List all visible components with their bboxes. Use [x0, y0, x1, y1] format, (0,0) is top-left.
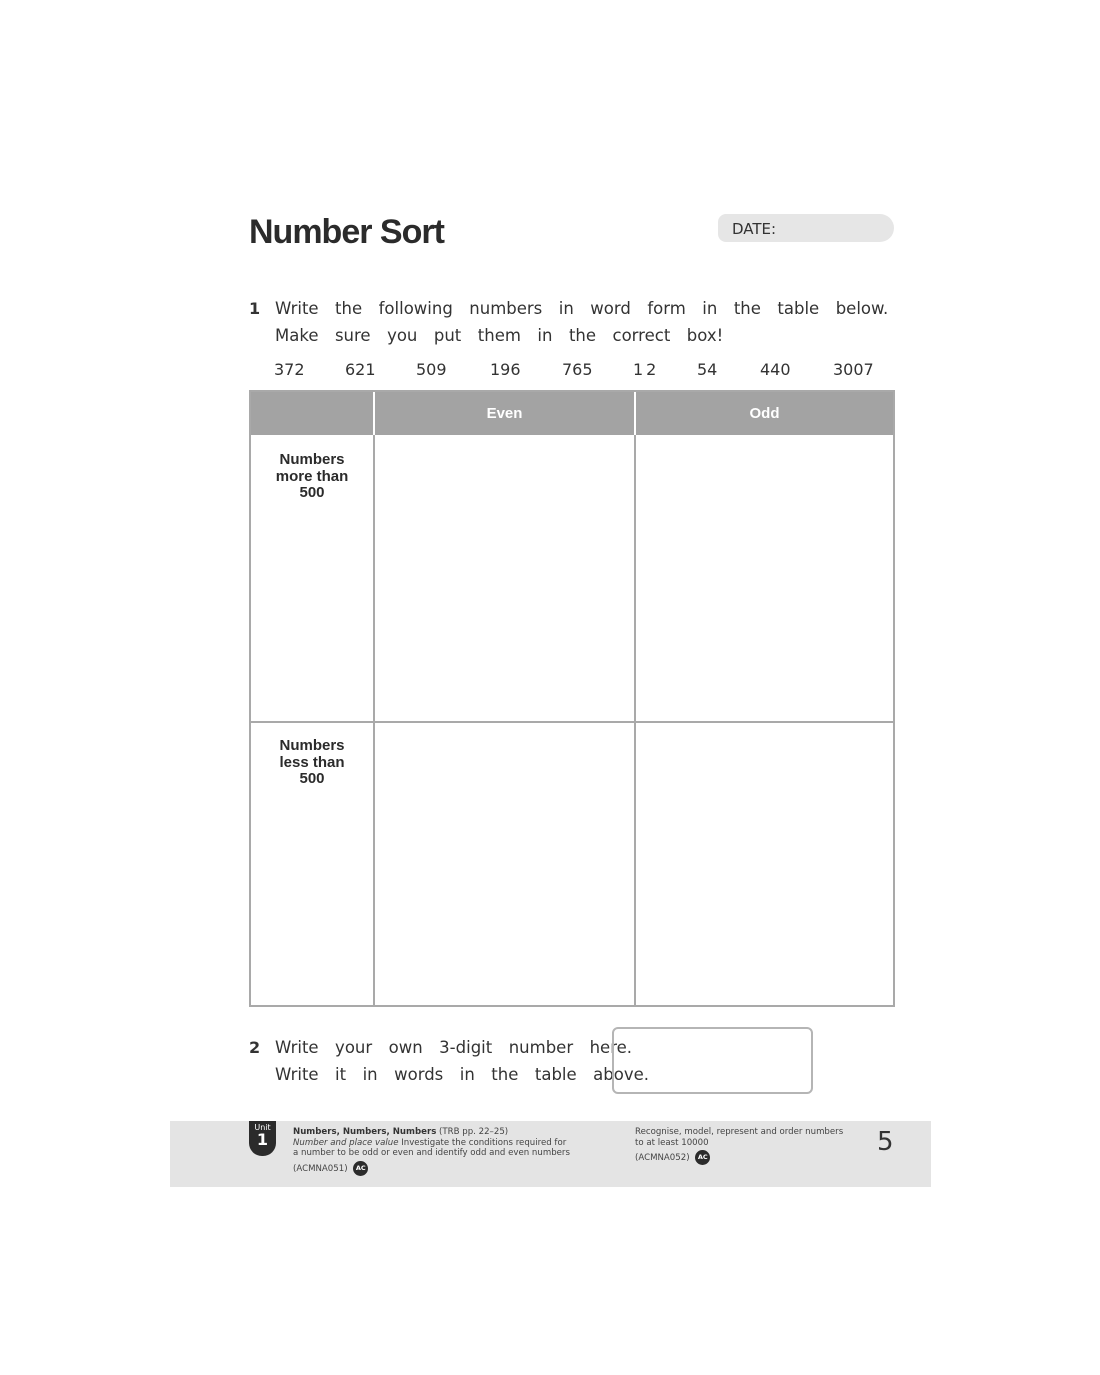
cell-less-even[interactable] — [375, 723, 634, 1005]
question-2-number: 2 — [249, 1038, 261, 1057]
row-label-line: Numbers — [279, 451, 345, 468]
footer-right-text-1: Recognise, model, represent and order numbers — [635, 1127, 844, 1137]
footer-left-ref: (TRB pp. 22–25) — [439, 1127, 509, 1137]
row-label-line: less than — [279, 753, 345, 771]
question-2-line-1: Write your own 3-digit number here. — [275, 1038, 633, 1057]
footer-right-note — [635, 1127, 870, 1165]
number-item: 12 — [633, 360, 660, 379]
cell-more-odd[interactable] — [636, 437, 893, 721]
header-divider — [634, 392, 636, 435]
row-label-line: more than — [275, 467, 349, 485]
number-item: 196 — [490, 360, 521, 379]
footer-right-code: (ACMNA052) — [635, 1153, 690, 1163]
cell-less-odd[interactable] — [636, 723, 893, 1005]
question-1-number: 1 — [249, 299, 261, 318]
number-item: 372 — [274, 360, 305, 379]
unit-word: Unit — [254, 1123, 271, 1132]
own-number-answer-box[interactable] — [612, 1027, 813, 1094]
row-label-less-than-500 — [251, 738, 373, 788]
footer-bar — [170, 1121, 931, 1187]
header-divider — [373, 392, 375, 435]
ac-icon: AC — [353, 1161, 368, 1176]
page-number: 5 — [877, 1127, 894, 1157]
unit-number: 1 — [256, 1130, 269, 1149]
footer-right-text-2: to at least 10000 — [635, 1137, 709, 1148]
column-header-even: Even — [486, 405, 523, 422]
number-item: 3007 — [833, 360, 874, 379]
row-label-more-than-500 — [251, 452, 373, 502]
cell-more-even[interactable] — [375, 437, 634, 721]
date-field[interactable] — [718, 214, 894, 242]
question-1-line-1: Write the following numbers in word form in the table below. — [275, 299, 889, 318]
page-title: Number Sort — [249, 213, 444, 251]
number-item: 621 — [345, 360, 376, 379]
question-2-line-2: Write it in words in the table above. — [275, 1065, 649, 1084]
footer-left-text-1: Investigate the conditions required for — [401, 1137, 567, 1148]
number-item: 765 — [562, 360, 593, 379]
number-item: 54 — [697, 360, 718, 379]
footer-left-italic: Number and place value — [293, 1137, 399, 1148]
unit-badge — [249, 1121, 276, 1156]
date-label: DATE: — [732, 220, 777, 238]
sort-table — [249, 390, 895, 1007]
ac-icon: AC — [695, 1150, 710, 1165]
footer-left-text-2: a number to be odd or even and identify odd and even numbers — [293, 1148, 570, 1158]
column-header-odd: Odd — [749, 405, 780, 422]
row-label-line: 500 — [299, 770, 325, 787]
footer-left-note — [293, 1127, 613, 1176]
number-item: 440 — [760, 360, 791, 379]
footer-left-title: Numbers, Numbers, Numbers — [293, 1127, 437, 1137]
footer-left-code: (ACMNA051) — [293, 1163, 348, 1174]
row-label-line: 500 — [299, 484, 325, 501]
question-1-line-2: Make sure you put them in the correct box! — [275, 326, 724, 345]
number-item: 509 — [416, 360, 447, 379]
row-label-line: Numbers — [279, 737, 345, 754]
